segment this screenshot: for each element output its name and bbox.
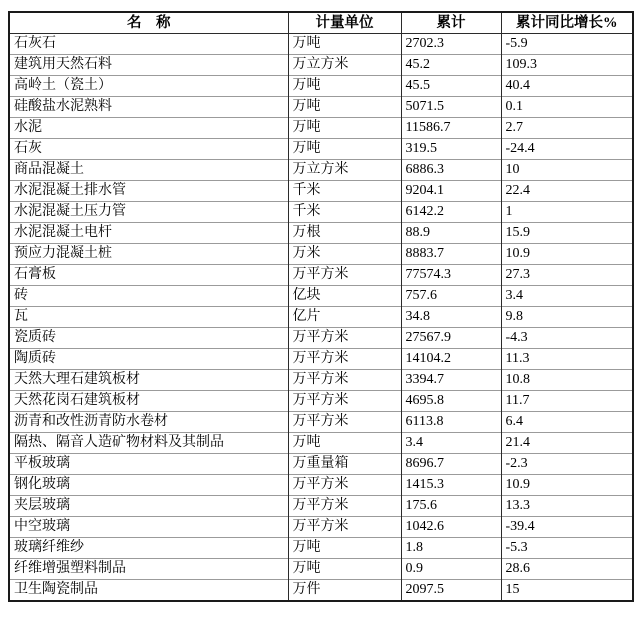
unit-cell: 万米 — [288, 244, 401, 265]
table-row — [9, 34, 633, 55]
yoy-growth-cell: -5.9 — [501, 34, 633, 55]
unit-cell: 万吨 — [288, 97, 401, 118]
table-row — [9, 55, 633, 76]
header-row — [9, 12, 633, 34]
product-name-cell: 水泥混凝土压力管 — [9, 202, 288, 223]
unit-cell: 万平方米 — [288, 517, 401, 538]
table-row — [9, 307, 633, 328]
table-row — [9, 433, 633, 454]
table-row — [9, 97, 633, 118]
table-row — [9, 139, 633, 160]
product-name-cell: 石膏板 — [9, 265, 288, 286]
product-name-cell: 水泥 — [9, 118, 288, 139]
yoy-growth-cell: 3.4 — [501, 286, 633, 307]
table-row — [9, 202, 633, 223]
unit-cell: 万平方米 — [288, 412, 401, 433]
table-row — [9, 118, 633, 139]
table-row — [9, 580, 633, 602]
product-name-cell: 天然花岗石建筑板材 — [9, 391, 288, 412]
unit-cell: 万吨 — [288, 139, 401, 160]
unit-cell: 万平方米 — [288, 496, 401, 517]
cumulative-cell: 3.4 — [401, 433, 501, 454]
cumulative-cell: 2097.5 — [401, 580, 501, 602]
unit-cell: 万吨 — [288, 559, 401, 580]
cumulative-cell: 4695.8 — [401, 391, 501, 412]
table-row — [9, 559, 633, 580]
product-name-cell: 沥青和改性沥青防水卷材 — [9, 412, 288, 433]
table-row — [9, 286, 633, 307]
unit-cell: 万平方米 — [288, 391, 401, 412]
product-name-cell: 中空玻璃 — [9, 517, 288, 538]
cumulative-cell: 2702.3 — [401, 34, 501, 55]
table-row — [9, 244, 633, 265]
materials-production-table-container — [8, 11, 634, 602]
yoy-growth-cell: -24.4 — [501, 139, 633, 160]
unit-cell: 万件 — [288, 580, 401, 602]
cumulative-cell: 34.8 — [401, 307, 501, 328]
yoy-growth-cell: 2.7 — [501, 118, 633, 139]
product-name-cell: 隔热、隔音人造矿物材料及其制品 — [9, 433, 288, 454]
table-row — [9, 517, 633, 538]
unit-cell: 万平方米 — [288, 328, 401, 349]
cumulative-cell: 8696.7 — [401, 454, 501, 475]
table-row — [9, 181, 633, 202]
cumulative-cell: 9204.1 — [401, 181, 501, 202]
yoy-growth-cell: 40.4 — [501, 76, 633, 97]
yoy-growth-cell: 0.1 — [501, 97, 633, 118]
unit-cell: 万平方米 — [288, 265, 401, 286]
product-name-cell: 水泥混凝土排水管 — [9, 181, 288, 202]
yoy-growth-cell: 22.4 — [501, 181, 633, 202]
unit-cell: 万立方米 — [288, 160, 401, 181]
cumulative-cell: 6886.3 — [401, 160, 501, 181]
product-name-cell: 建筑用天然石料 — [9, 55, 288, 76]
unit-cell: 万吨 — [288, 76, 401, 97]
yoy-growth-cell: 10.9 — [501, 475, 633, 496]
yoy-growth-cell: -39.4 — [501, 517, 633, 538]
yoy-growth-cell: 10.9 — [501, 244, 633, 265]
table-row — [9, 265, 633, 286]
product-name-cell: 卫生陶瓷制品 — [9, 580, 288, 602]
cumulative-cell: 88.9 — [401, 223, 501, 244]
unit-cell: 万根 — [288, 223, 401, 244]
yoy-growth-cell: 1 — [501, 202, 633, 223]
product-name-cell: 石灰石 — [9, 34, 288, 55]
table-row — [9, 412, 633, 433]
product-name-cell: 纤维增强塑料制品 — [9, 559, 288, 580]
unit-cell: 万吨 — [288, 34, 401, 55]
cumulative-cell: 11586.7 — [401, 118, 501, 139]
yoy-growth-cell: 21.4 — [501, 433, 633, 454]
table-row — [9, 223, 633, 244]
unit-cell: 万吨 — [288, 538, 401, 559]
cumulative-cell: 1042.6 — [401, 517, 501, 538]
cumulative-cell: 0.9 — [401, 559, 501, 580]
unit-cell: 万立方米 — [288, 55, 401, 76]
yoy-growth-cell: 11.7 — [501, 391, 633, 412]
cumulative-cell: 6113.8 — [401, 412, 501, 433]
product-name-cell: 商品混凝土 — [9, 160, 288, 181]
table-body — [9, 34, 633, 602]
header-unit: 计量单位 — [288, 12, 401, 34]
yoy-growth-cell: 109.3 — [501, 55, 633, 76]
product-name-cell: 玻璃纤维纱 — [9, 538, 288, 559]
table-row — [9, 349, 633, 370]
cumulative-cell: 1.8 — [401, 538, 501, 559]
cumulative-cell: 319.5 — [401, 139, 501, 160]
product-name-cell: 陶质砖 — [9, 349, 288, 370]
product-name-cell: 夹层玻璃 — [9, 496, 288, 517]
yoy-growth-cell: -2.3 — [501, 454, 633, 475]
unit-cell: 亿片 — [288, 307, 401, 328]
product-name-cell: 平板玻璃 — [9, 454, 288, 475]
table-row — [9, 538, 633, 559]
unit-cell: 千米 — [288, 181, 401, 202]
unit-cell: 千米 — [288, 202, 401, 223]
product-name-cell: 预应力混凝土桩 — [9, 244, 288, 265]
unit-cell: 万平方米 — [288, 370, 401, 391]
yoy-growth-cell: 15 — [501, 580, 633, 602]
header-cumulative: 累计 — [401, 12, 501, 34]
cumulative-cell: 77574.3 — [401, 265, 501, 286]
cumulative-cell: 45.2 — [401, 55, 501, 76]
cumulative-cell: 14104.2 — [401, 349, 501, 370]
header-product-name: 名 称 — [9, 12, 288, 34]
product-name-cell: 硅酸盐水泥熟料 — [9, 97, 288, 118]
product-name-cell: 天然大理石建筑板材 — [9, 370, 288, 391]
table-row — [9, 454, 633, 475]
product-name-cell: 水泥混凝土电杆 — [9, 223, 288, 244]
product-name-cell: 瓦 — [9, 307, 288, 328]
table-row — [9, 328, 633, 349]
cumulative-cell: 1415.3 — [401, 475, 501, 496]
cumulative-cell: 5071.5 — [401, 97, 501, 118]
table-row — [9, 475, 633, 496]
yoy-growth-cell: 27.3 — [501, 265, 633, 286]
cumulative-cell: 45.5 — [401, 76, 501, 97]
product-name-cell: 瓷质砖 — [9, 328, 288, 349]
product-name-cell: 石灰 — [9, 139, 288, 160]
yoy-growth-cell: -5.3 — [501, 538, 633, 559]
yoy-growth-cell: 10 — [501, 160, 633, 181]
yoy-growth-cell: 9.8 — [501, 307, 633, 328]
yoy-growth-cell: 15.9 — [501, 223, 633, 244]
table-row — [9, 76, 633, 97]
yoy-growth-cell: 6.4 — [501, 412, 633, 433]
unit-cell: 亿块 — [288, 286, 401, 307]
product-name-cell: 高岭土（瓷土） — [9, 76, 288, 97]
yoy-growth-cell: -4.3 — [501, 328, 633, 349]
header-yoy-growth: 累计同比增长% — [501, 12, 633, 34]
table-row — [9, 370, 633, 391]
cumulative-cell: 8883.7 — [401, 244, 501, 265]
yoy-growth-cell: 11.3 — [501, 349, 633, 370]
cumulative-cell: 6142.2 — [401, 202, 501, 223]
yoy-growth-cell: 10.8 — [501, 370, 633, 391]
table-row — [9, 160, 633, 181]
table-row — [9, 391, 633, 412]
unit-cell: 万平方米 — [288, 349, 401, 370]
unit-cell: 万平方米 — [288, 475, 401, 496]
cumulative-cell: 3394.7 — [401, 370, 501, 391]
table-row — [9, 496, 633, 517]
unit-cell: 万吨 — [288, 118, 401, 139]
unit-cell: 万吨 — [288, 433, 401, 454]
cumulative-cell: 27567.9 — [401, 328, 501, 349]
cumulative-cell: 757.6 — [401, 286, 501, 307]
product-name-cell: 钢化玻璃 — [9, 475, 288, 496]
unit-cell: 万重量箱 — [288, 454, 401, 475]
yoy-growth-cell: 28.6 — [501, 559, 633, 580]
materials-production-table — [8, 11, 634, 602]
cumulative-cell: 175.6 — [401, 496, 501, 517]
yoy-growth-cell: 13.3 — [501, 496, 633, 517]
product-name-cell: 砖 — [9, 286, 288, 307]
